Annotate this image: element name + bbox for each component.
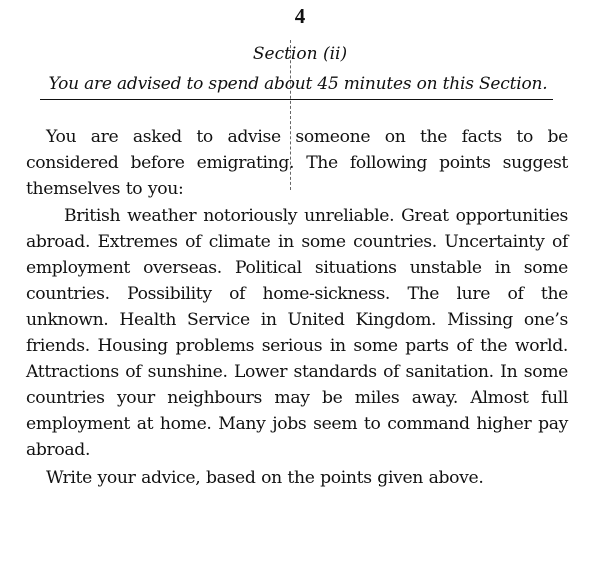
time-instruction: You are advised to spend about 45 minutes on this Section. xyxy=(48,74,548,94)
instruction-underline xyxy=(40,99,553,100)
points-paragraph: British weather notoriously unreliable. Great opportunities abroad. Extremes of climate in some countries. Uncertainty of employment overseas. Political situations unstable in some countries. Possibility of home-sickness. The lure of the unknown. Health Service in United Kingdom. Missing one’s friends. Housing problems serious in some parts of the world. Attractions of sunshine. Lower standards of sanitation. In some countries your neighbours may be miles away. Almost full employment at home. Many jobs seem to command higher pay abroad. xyxy=(26,206,568,461)
page-number: 4 xyxy=(294,4,306,28)
section-title: Section (ii) xyxy=(252,44,348,64)
intro-paragraph: You are asked to advise someone on the facts to be considered before emigrating. The following points suggest themselves to you: xyxy=(26,127,568,200)
task-paragraph: Write your advice, based on the points given above. xyxy=(46,468,484,489)
